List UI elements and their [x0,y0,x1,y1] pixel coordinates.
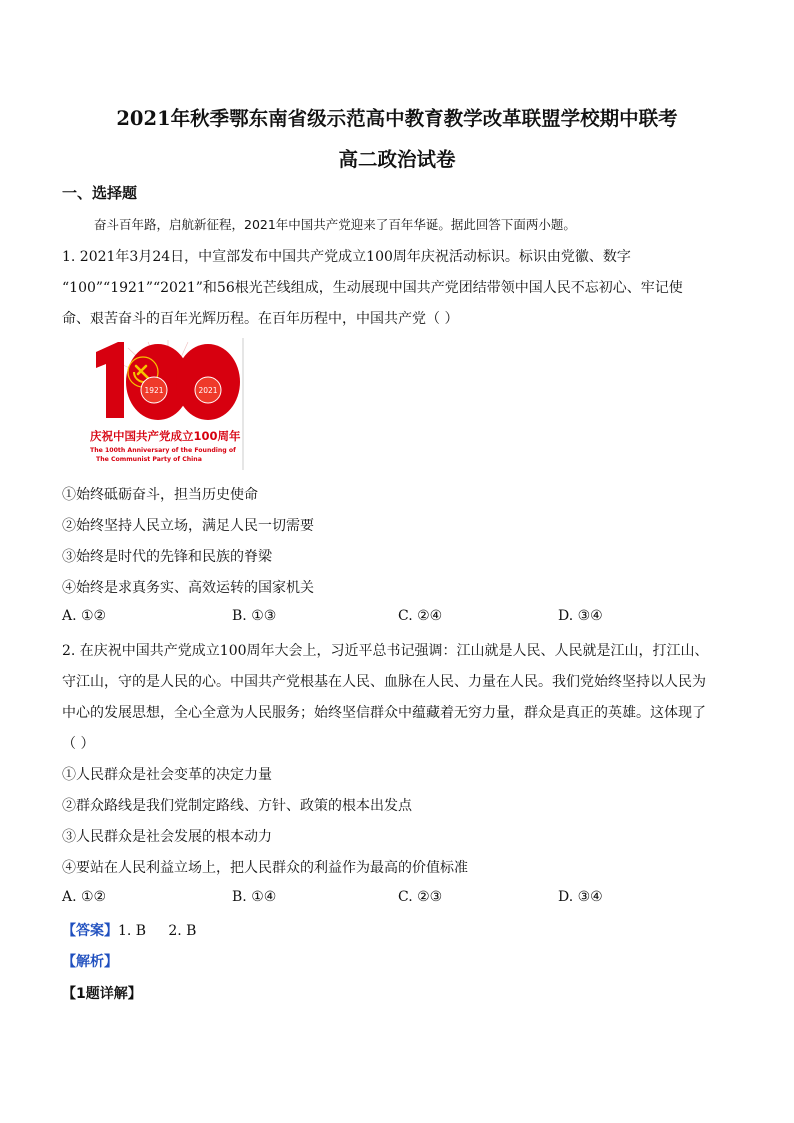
page-title: 2021年秋季鄂东南省级示范高中教育教学改革联盟学校期中联考 [116,107,678,130]
q2-stem-line-3: 中心的发展思想，全心全意为人民服务；始终坚信群众中蕴藏着无穷力量，群众是真正的英雄。这体现了 [62,705,706,721]
q2-statement-1: ①人民群众是社会变革的决定力量 [62,767,272,783]
q2-option-d: D. ③④ [558,889,603,905]
q2-statement-4: ④要站在人民利益立场上，把人民群众的利益作为最高的价值标准 [62,860,468,876]
answer-text: 1. B 2. B [118,923,197,939]
logo-caption-en-2: The Communist Party of China [96,456,202,463]
q1-option-c: C. ②④ [398,608,443,624]
q1-statement-3: ③始终是时代的先锋和民族的脊梁 [62,549,272,565]
q1-option-a: A. ①② [62,608,107,624]
detail-row [62,983,142,1003]
analysis-row [62,951,118,971]
analysis-tag: 【解析】 [62,954,118,970]
question-intro: 奋斗百年路，启航新征程，2021年中国共产党迎来了百年华诞。据此回答下面两小题。 [94,217,576,232]
q2-statement-3: ③人民群众是社会发展的根本动力 [62,829,272,845]
q2-option-a: A. ①② [62,889,107,905]
q1-stem-line-1: 1. 2021年3月24日，中宣部发布中国共产党成立100周年庆祝活动标识。标识由党徽、数字 [62,249,631,265]
q2-option-c: C. ②③ [398,889,443,905]
answer-tag: 【答案】 [62,923,118,939]
q1-statement-1: ①始终砥砺奋斗，担当历史使命 [62,487,258,503]
q2-option-b: B. ①④ [232,889,277,905]
q1-option-d: D. ③④ [558,608,603,624]
q2-stem-line-4: （ ） [62,736,95,752]
q1-option-b: B. ①③ [232,608,277,624]
answer-row [62,920,196,940]
logo-year-right: 2021 [198,386,218,395]
q1-statement-2: ②始终坚持人民立场，满足人民一切需要 [62,518,314,534]
section-heading: 一、选择题 [62,184,138,202]
q1-statement-4: ④始终是求真务实、高效运转的国家机关 [62,580,314,596]
q1-stem-line-2: “100”“1921”“2021”和56根光芒线组成，生动展现中国共产党团结带领中国人民不忘初心、牢记使 [62,280,683,296]
q1-stem-line-3: 命、艰苦奋斗的百年光辉历程。在百年历程中，中国共产党（ ） [62,311,459,327]
anniversary-logo [88,338,246,470]
page-subtitle: 高二政治试卷 [338,148,456,171]
q2-statement-2: ②群众路线是我们党制定路线、方针、政策的根本出发点 [62,798,412,814]
q2-stem-line-2: 守江山，守的是人民的心。中国共产党根基在人民、血脉在人民、力量在人民。我们党始终坚持以人民为 [62,674,706,690]
logo-caption-en-1: The 100th Anniversary of the Founding of [90,447,236,454]
detail-tag: 【1题详解】 [62,986,142,1002]
anniversary-logo-graphic [88,338,246,470]
q2-stem-line-1: 2. 在庆祝中国共产党成立100周年大会上，习近平总书记强调：江山就是人民、人民就是江山，打江山、 [62,643,709,659]
logo-year-left: 1921 [144,386,164,395]
logo-caption-cn: 庆祝中国共产党成立100周年 [90,429,241,443]
